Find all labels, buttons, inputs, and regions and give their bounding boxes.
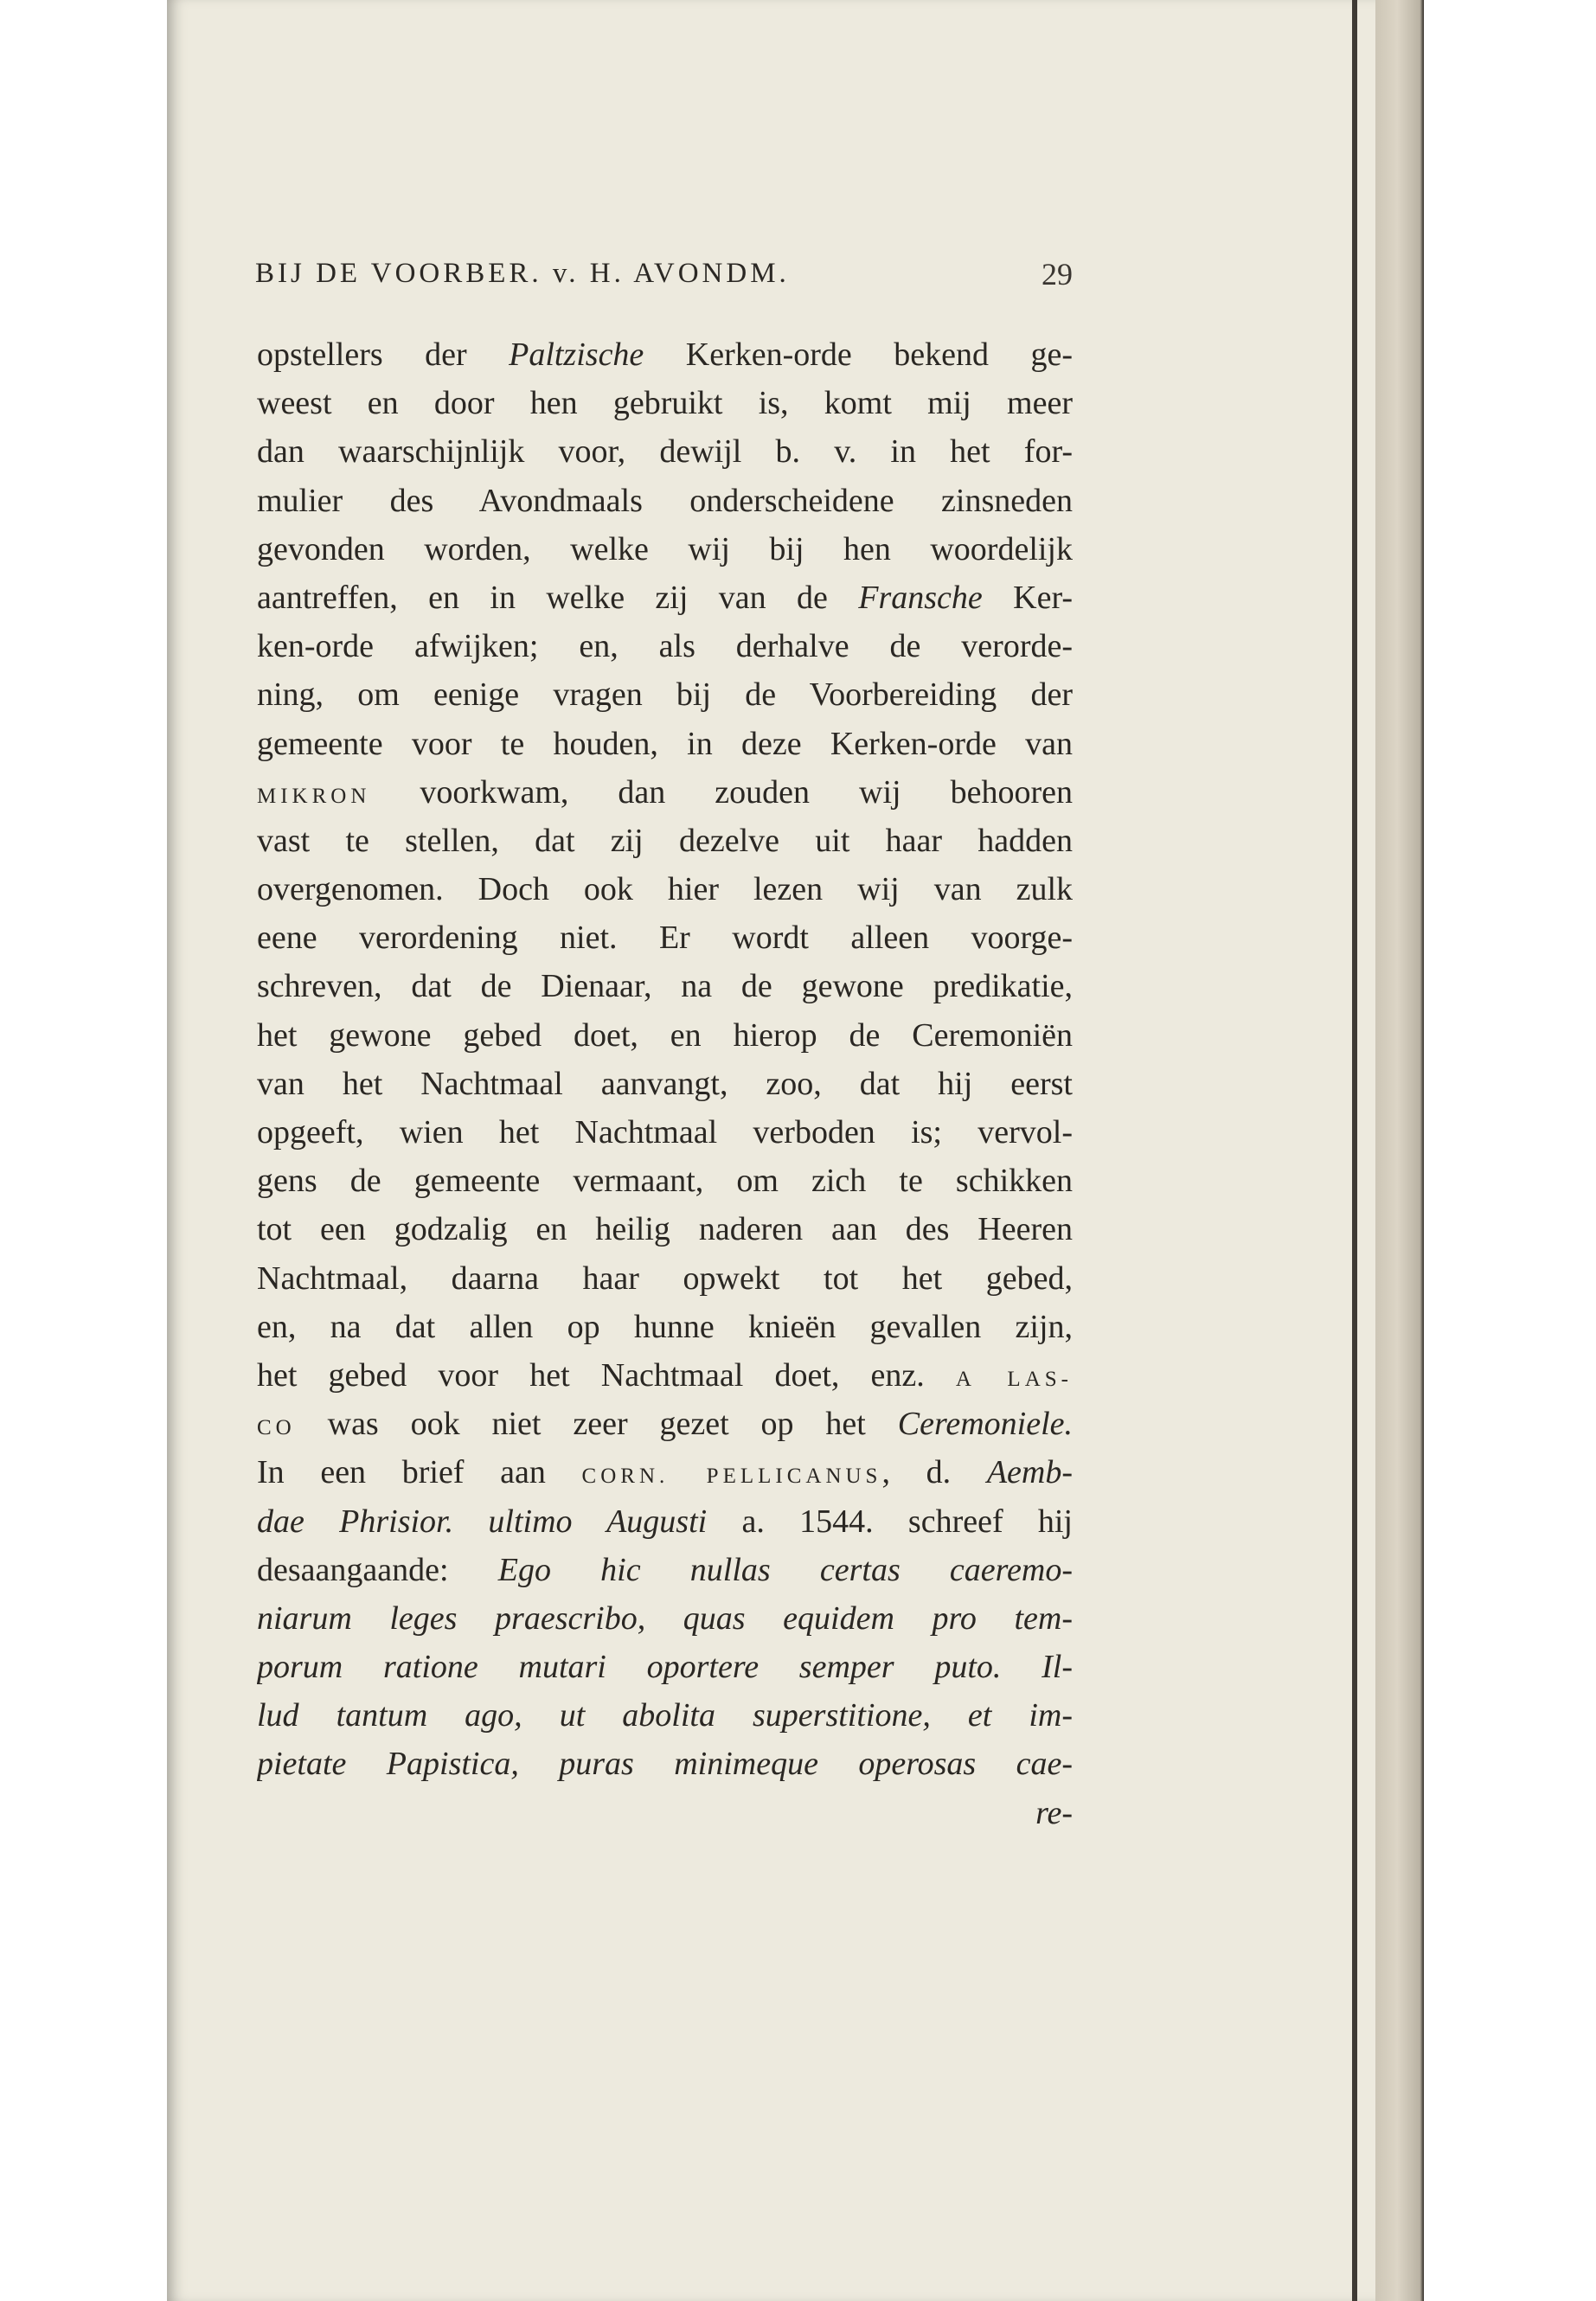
text-segment: het gewone gebed doet, en hierop de Ceremoniën bbox=[257, 1016, 1073, 1054]
italic-text: Fransche bbox=[858, 579, 983, 616]
text-line bbox=[257, 1351, 1073, 1400]
text-line bbox=[257, 622, 1073, 670]
text-line bbox=[257, 1448, 1073, 1497]
text-segment: was ook niet zeer gezet op het bbox=[295, 1406, 898, 1443]
text-segment: eene verordening niet. Er wordt alleen voorge- bbox=[257, 920, 1073, 957]
text-line bbox=[257, 330, 1073, 379]
small-caps-text: CO bbox=[257, 1416, 296, 1440]
italic-text: Aemb- bbox=[986, 1454, 1073, 1491]
text-line bbox=[257, 1400, 1073, 1448]
text-segment: dan waarschijnlijk voor, dewijl b. v. in het for- bbox=[257, 433, 1073, 471]
text-line bbox=[257, 1205, 1073, 1253]
text-segment: opgeeft, wien het Nachtmaal verboden is; vervol- bbox=[257, 1114, 1073, 1150]
text-line bbox=[257, 1789, 1073, 1837]
italic-text: Paltzische bbox=[509, 336, 644, 373]
text-line bbox=[257, 865, 1073, 913]
text-line bbox=[257, 1740, 1073, 1788]
text-segment: voorkwam, dan zouden wij behooren bbox=[370, 773, 1073, 811]
page-number: 29 bbox=[1042, 257, 1073, 292]
text-line bbox=[257, 1594, 1073, 1643]
body-text bbox=[257, 330, 1073, 1837]
text-line bbox=[257, 1303, 1073, 1351]
text-segment: en, na dat allen op hunne knieën gevallen zijn, bbox=[257, 1308, 1073, 1345]
running-head-text: BIJ DE VOORBER. v. H. AVONDM. bbox=[255, 258, 790, 289]
scan-left-margin bbox=[0, 0, 167, 2301]
text-line bbox=[257, 768, 1073, 817]
italic-text: porum ratione mutari oportere semper puto. Il- bbox=[257, 1649, 1073, 1686]
text-line bbox=[257, 1497, 1073, 1546]
text-line bbox=[257, 1691, 1073, 1740]
text-line bbox=[257, 1546, 1073, 1594]
italic-text: Ego hic nullas certas caeremo- bbox=[497, 1551, 1073, 1588]
italic-text: dae Phrisior. ultimo Augusti bbox=[257, 1503, 708, 1540]
text-line bbox=[257, 574, 1073, 622]
text-line bbox=[257, 427, 1073, 476]
text-segment: het gebed voor het Nachtmaal doet, enz. bbox=[257, 1356, 956, 1394]
text-segment: aantreffen, en in welke zij van de bbox=[257, 579, 859, 616]
text-line bbox=[257, 962, 1073, 1010]
text-segment: a. 1544. schreef hij bbox=[707, 1503, 1073, 1540]
text-segment: schreven, dat de Dienaar, na de gewone predikatie, bbox=[257, 968, 1073, 1005]
text-line bbox=[257, 1157, 1073, 1205]
text-line bbox=[257, 1254, 1073, 1303]
text-segment: van het Nachtmaal aanvangt, zoo, dat hij eerst bbox=[257, 1065, 1073, 1102]
text-segment: tot een godzalig en heilig naderen aan des Heeren bbox=[257, 1211, 1073, 1248]
text-segment: Ker- bbox=[982, 579, 1073, 616]
text-segment: overgenomen. Doch ook hier lezen wij van zulk bbox=[257, 871, 1073, 908]
text-line bbox=[257, 1011, 1073, 1060]
text-segment: Kerken-orde bekend ge- bbox=[644, 336, 1073, 373]
text-line bbox=[257, 720, 1073, 768]
text-line bbox=[257, 1060, 1073, 1108]
text-segment: ning, om eenige vragen bij de Voorbereiding der bbox=[257, 676, 1073, 714]
italic-text: lud tantum ago, ut abolita superstitione, et im- bbox=[257, 1697, 1073, 1734]
text-segment: Nachtmaal, daarna haar opwekt tot het gebed, bbox=[257, 1259, 1073, 1297]
running-head bbox=[255, 258, 1073, 301]
text-segment: gens de gemeente vermaant, om zich te schikken bbox=[257, 1163, 1073, 1200]
italic-text: pietate Papistica, puras minimeque operosas cae- bbox=[257, 1746, 1073, 1783]
text-line bbox=[257, 1643, 1073, 1691]
text-segment: gemeente voor te houden, in deze Kerken-orde van bbox=[257, 725, 1073, 762]
text-segment: desaangaande: bbox=[257, 1551, 498, 1588]
text-line bbox=[257, 817, 1073, 865]
text-segment: opstellers der bbox=[257, 336, 510, 373]
text-line bbox=[257, 379, 1073, 427]
text-line bbox=[257, 477, 1073, 525]
italic-text: niarum leges praescribo, quas equidem pro tem- bbox=[257, 1599, 1073, 1637]
small-caps-text: CORN. PELLICANUS bbox=[581, 1465, 882, 1489]
page-gutter-edge bbox=[1352, 0, 1357, 2301]
text-segment: gevonden worden, welke wij bij hen woordelijk bbox=[257, 530, 1073, 567]
small-caps-text: MIKRON bbox=[257, 784, 371, 808]
text-line bbox=[257, 525, 1073, 574]
text-segment: In een brief aan bbox=[257, 1454, 582, 1491]
small-caps-text: A LAS- bbox=[955, 1367, 1073, 1391]
text-line bbox=[257, 913, 1073, 962]
text-segment: mulier des Avondmaals onderscheidene zinsneden bbox=[257, 482, 1073, 519]
text-line bbox=[257, 670, 1073, 719]
page-fore-edge bbox=[1375, 0, 1424, 2301]
scan-right-margin bbox=[1424, 0, 1596, 2301]
text-segment: weest en door hen gebruikt is, komt mij meer bbox=[257, 385, 1073, 422]
text-line bbox=[257, 1108, 1073, 1157]
text-segment: , d. bbox=[881, 1454, 987, 1491]
text-segment: ken-orde afwijken; en, als derhalve de verorde- bbox=[257, 628, 1073, 665]
italic-text: re- bbox=[1035, 1794, 1073, 1831]
text-segment: vast te stellen, dat zij dezelve uit haar hadden bbox=[257, 822, 1073, 859]
italic-text: Ceremoniele. bbox=[897, 1406, 1073, 1443]
